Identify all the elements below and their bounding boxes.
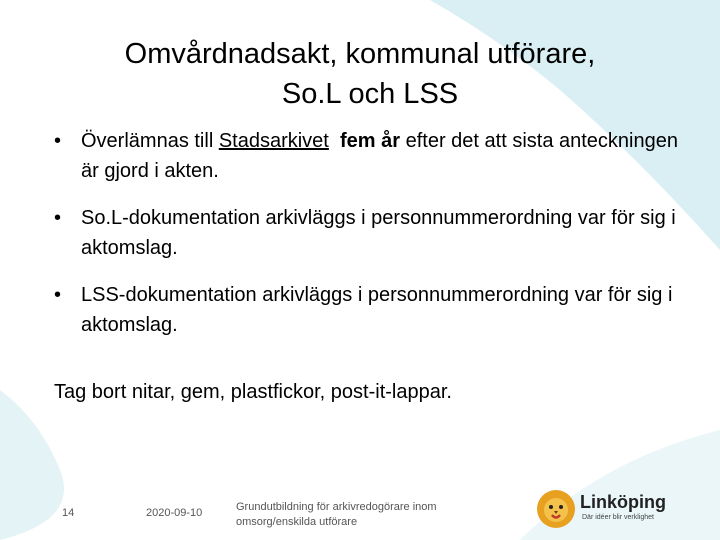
- bullet-2-text: So.L-dokumentation arkivläggs i personnummerordning var för sig i aktomslag.: [81, 207, 676, 259]
- lion-head-icon: [536, 488, 576, 530]
- bullet-3-text: LSS-dokumentation arkivläggs i personnummerordning var för sig i aktomslag.: [81, 284, 673, 336]
- slide-title: [60, 34, 660, 114]
- linkoping-logo: [536, 488, 676, 532]
- footer-course-text: Grundutbildning för arkivredogörare inom omsorg/enskilda utförare: [236, 501, 437, 528]
- background-swoosh-left: [0, 390, 64, 540]
- bullet-1-spacer: [329, 130, 340, 152]
- bullet-item-3: [54, 280, 684, 340]
- title-line-2: So.L och LSS: [281, 78, 459, 110]
- instruction-note: Tag bort nitar, gem, plastfickor, post-it-lappar.: [54, 381, 452, 403]
- fem-ar-bold: fem år: [340, 130, 401, 152]
- title-line-1: Omvårdnadsakt, kommunal utförare,: [124, 38, 596, 70]
- footer-page-number: 14: [62, 507, 75, 519]
- bullet-list: [54, 126, 684, 357]
- bullet-1-text-end: efter det att sista anteckningen är gjord i akten.: [81, 130, 678, 182]
- bullet-item-1: [54, 126, 684, 186]
- bullet-marker: •: [54, 207, 62, 229]
- logo-tagline: Där idéer blir verklighet: [582, 514, 654, 521]
- bullet-item-2: [54, 203, 684, 263]
- footer-date: 2020-09-10: [146, 507, 203, 519]
- bullet-1-text-start: Överlämnas till: [81, 130, 219, 152]
- bullet-marker: •: [54, 130, 62, 152]
- logo-wordmark: Linköping: [580, 492, 666, 512]
- bullet-marker: •: [54, 284, 62, 306]
- stadsarkivet-underlined: Stadsarkivet: [218, 130, 329, 152]
